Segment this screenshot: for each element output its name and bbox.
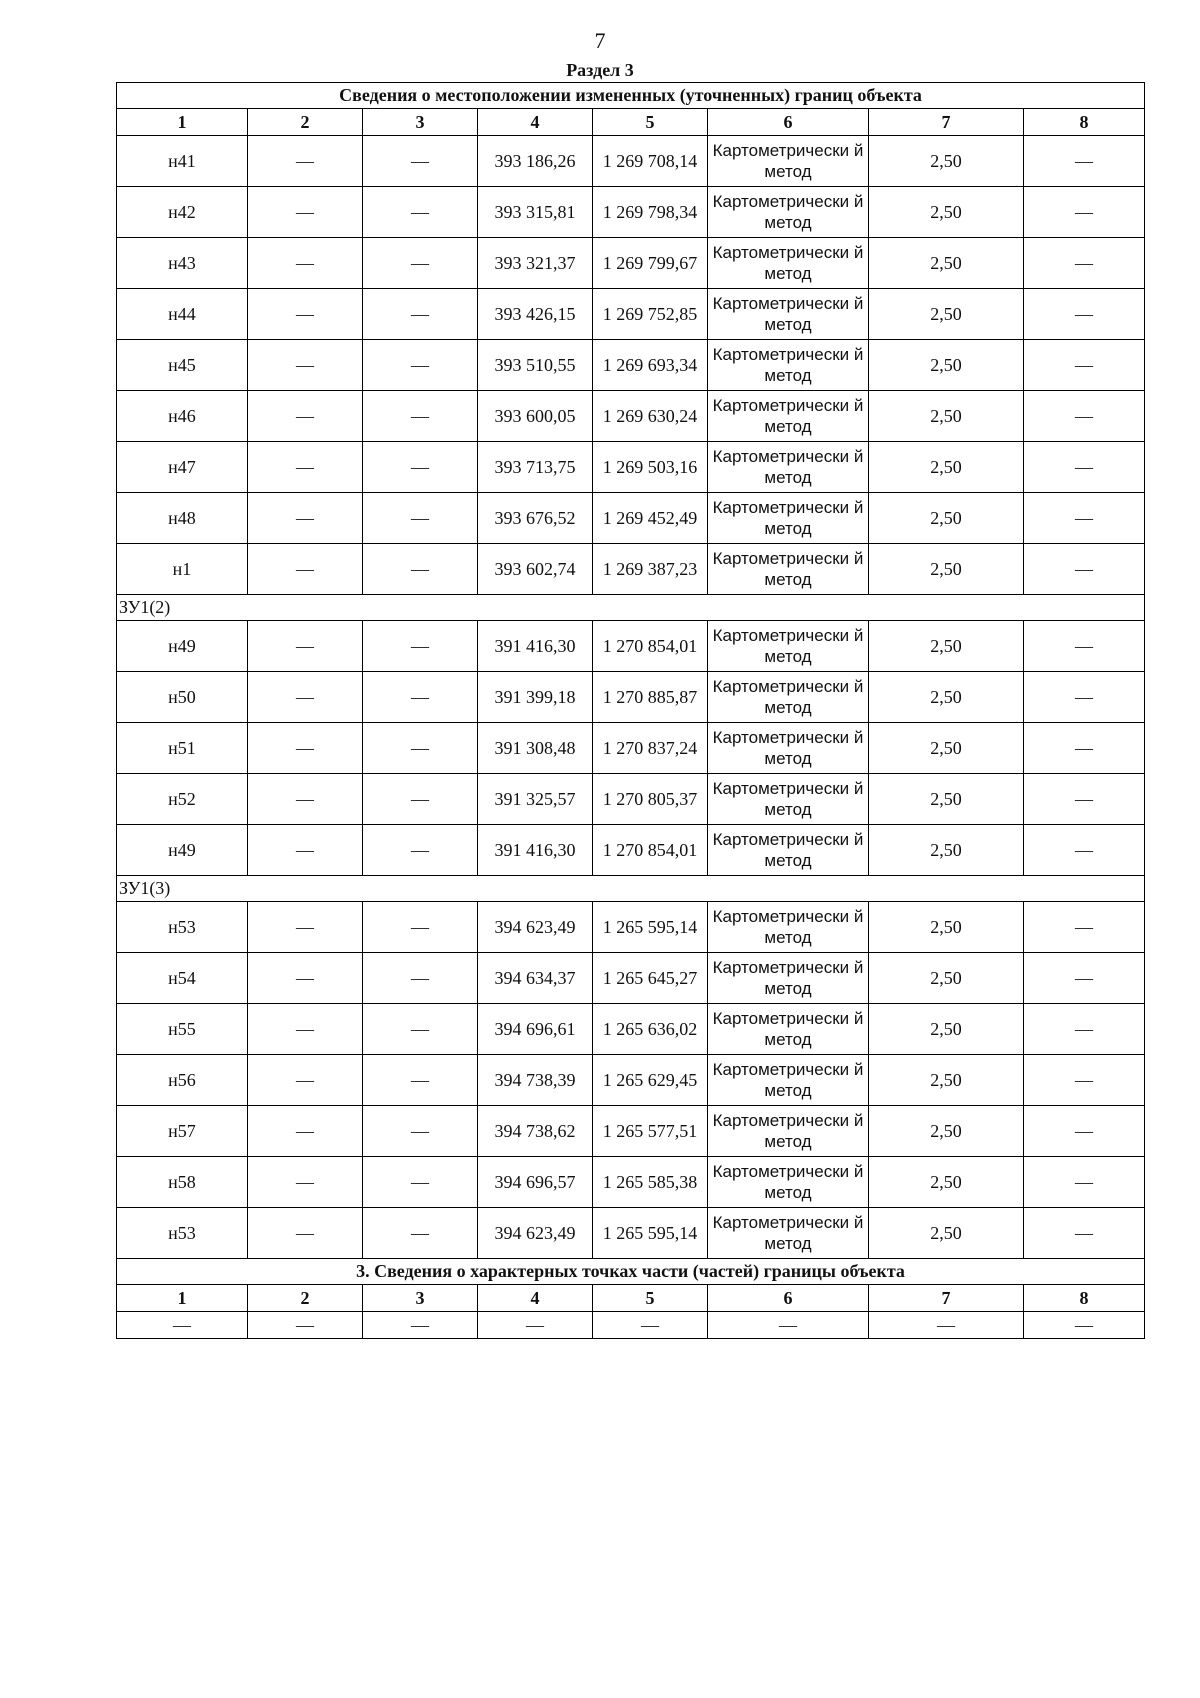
table-cell: н54 bbox=[117, 953, 248, 1004]
table-cell: н53 bbox=[117, 1208, 248, 1259]
table-cell: Картометрически й метод bbox=[708, 391, 869, 442]
table-cell: 393 426,15 bbox=[478, 289, 593, 340]
table-cell: — bbox=[248, 723, 363, 774]
table-cell: — bbox=[248, 1004, 363, 1055]
table-cell: — bbox=[1024, 1157, 1145, 1208]
table-cell: н46 bbox=[117, 391, 248, 442]
table-cell: — bbox=[1024, 289, 1145, 340]
table-cell: 1 270 854,01 bbox=[593, 825, 708, 876]
table-cell: 2,50 bbox=[869, 621, 1024, 672]
table-cell: н56 bbox=[117, 1055, 248, 1106]
column-number-cell: 6 bbox=[708, 1285, 869, 1312]
group-label: ЗУ1(3) bbox=[117, 876, 1145, 902]
table-cell: — bbox=[1024, 1055, 1145, 1106]
table-cell: — bbox=[363, 136, 478, 187]
column-number-cell: 4 bbox=[478, 1285, 593, 1312]
table-row bbox=[117, 1004, 1145, 1055]
table-cell: 2,50 bbox=[869, 774, 1024, 825]
table-cell: 2,50 bbox=[869, 1157, 1024, 1208]
table-cell: 394 738,62 bbox=[478, 1106, 593, 1157]
table-cell: Картометрически й метод bbox=[708, 340, 869, 391]
table-row bbox=[117, 289, 1145, 340]
table-row bbox=[117, 953, 1145, 1004]
table-cell: Картометрически й метод bbox=[708, 902, 869, 953]
table-row bbox=[117, 1106, 1145, 1157]
table-cell: Картометрически й метод bbox=[708, 1106, 869, 1157]
table-cell: 1 269 752,85 bbox=[593, 289, 708, 340]
table-cell: — bbox=[1024, 774, 1145, 825]
table-cell: — bbox=[1024, 672, 1145, 723]
table-cell: н49 bbox=[117, 825, 248, 876]
table-cell: 2,50 bbox=[869, 723, 1024, 774]
column-number-cell: 3 bbox=[363, 109, 478, 136]
table-cell: н55 bbox=[117, 1004, 248, 1055]
table-cell: — bbox=[363, 825, 478, 876]
parts-caption: 3. Сведения о характерных точках части (частей) границы объекта bbox=[117, 1259, 1145, 1285]
table-cell: 391 416,30 bbox=[478, 621, 593, 672]
table-cell: — bbox=[363, 493, 478, 544]
table-cell: — bbox=[248, 1157, 363, 1208]
table-cell: — bbox=[1024, 1208, 1145, 1259]
table-cell: — bbox=[1024, 493, 1145, 544]
table-row bbox=[117, 442, 1145, 493]
table-cell: — bbox=[1024, 825, 1145, 876]
table-cell: — bbox=[248, 902, 363, 953]
table-cell: 1 269 387,23 bbox=[593, 544, 708, 595]
table-cell: 1 265 636,02 bbox=[593, 1004, 708, 1055]
table-cell: — bbox=[1024, 902, 1145, 953]
table-cell: 391 308,48 bbox=[478, 723, 593, 774]
table-cell: — bbox=[363, 621, 478, 672]
table-row bbox=[117, 1157, 1145, 1208]
table-cell: 2,50 bbox=[869, 289, 1024, 340]
table-cell: — bbox=[248, 544, 363, 595]
table-cell: 2,50 bbox=[869, 136, 1024, 187]
table-row bbox=[117, 340, 1145, 391]
table-cell: 2,50 bbox=[869, 1055, 1024, 1106]
table-cell: 2,50 bbox=[869, 187, 1024, 238]
group-label-row bbox=[117, 595, 1145, 621]
table-cell: — bbox=[1024, 391, 1145, 442]
table-cell: н58 bbox=[117, 1157, 248, 1208]
table-cell: — bbox=[363, 1106, 478, 1157]
table-cell: — bbox=[363, 1208, 478, 1259]
parts-caption-row bbox=[117, 1259, 1145, 1285]
table-cell: — bbox=[248, 1106, 363, 1157]
table-cell: 1 270 854,01 bbox=[593, 621, 708, 672]
table-cell: — bbox=[1024, 1106, 1145, 1157]
table-cell: 1 265 595,14 bbox=[593, 902, 708, 953]
table-cell: — bbox=[248, 621, 363, 672]
table-cell: н52 bbox=[117, 774, 248, 825]
table-cell: 391 416,30 bbox=[478, 825, 593, 876]
table-cell: 394 623,49 bbox=[478, 1208, 593, 1259]
column-number-cell: 3 bbox=[363, 1285, 478, 1312]
column-number-cell: 7 bbox=[869, 109, 1024, 136]
table-row bbox=[117, 187, 1145, 238]
table-cell: н47 bbox=[117, 442, 248, 493]
table-row bbox=[117, 672, 1145, 723]
table-cell: н49 bbox=[117, 621, 248, 672]
table-cell: — bbox=[248, 493, 363, 544]
table-cell: — bbox=[248, 953, 363, 1004]
table-cell: 1 269 798,34 bbox=[593, 187, 708, 238]
table-cell: — bbox=[363, 953, 478, 1004]
table-cell: Картометрически й метод bbox=[708, 136, 869, 187]
table-cell: — bbox=[248, 1208, 363, 1259]
table-cell: н44 bbox=[117, 289, 248, 340]
column-number-cell: 4 bbox=[478, 109, 593, 136]
table-cell: н57 bbox=[117, 1106, 248, 1157]
table-cell: — bbox=[248, 672, 363, 723]
table-cell: — bbox=[1024, 1312, 1145, 1339]
table-cell: 1 265 595,14 bbox=[593, 1208, 708, 1259]
table-cell: 1 269 693,34 bbox=[593, 340, 708, 391]
table-cell: н42 bbox=[117, 187, 248, 238]
table-cell: 394 696,61 bbox=[478, 1004, 593, 1055]
table-row bbox=[117, 723, 1145, 774]
table-cell: Картометрически й метод bbox=[708, 442, 869, 493]
table-cell: — bbox=[363, 774, 478, 825]
table-row bbox=[117, 493, 1145, 544]
table-cell: Картометрически й метод bbox=[708, 1157, 869, 1208]
column-number-cell: 8 bbox=[1024, 1285, 1145, 1312]
table-cell: 1 269 708,14 bbox=[593, 136, 708, 187]
table-cell: 2,50 bbox=[869, 672, 1024, 723]
column-number-cell: 2 bbox=[248, 1285, 363, 1312]
table-cell: — bbox=[248, 187, 363, 238]
table-cell: Картометрически й метод bbox=[708, 238, 869, 289]
table-cell: — bbox=[363, 1004, 478, 1055]
table-cell: 394 634,37 bbox=[478, 953, 593, 1004]
table-cell: — bbox=[1024, 340, 1145, 391]
table-cell: Картометрически й метод bbox=[708, 1055, 869, 1106]
table-cell: 393 713,75 bbox=[478, 442, 593, 493]
table-cell: н45 bbox=[117, 340, 248, 391]
table-cell: — bbox=[1024, 442, 1145, 493]
table-cell: 1 269 799,67 bbox=[593, 238, 708, 289]
table-cell: — bbox=[1024, 238, 1145, 289]
table-cell: Картометрически й метод bbox=[708, 1004, 869, 1055]
table-row bbox=[117, 621, 1145, 672]
table-cell: 393 510,55 bbox=[478, 340, 593, 391]
table-cell: — bbox=[869, 1312, 1024, 1339]
table-cell: Картометрически й метод bbox=[708, 825, 869, 876]
table-cell: — bbox=[248, 774, 363, 825]
table-cell: н53 bbox=[117, 902, 248, 953]
table-cell: — bbox=[248, 289, 363, 340]
table-cell: 393 186,26 bbox=[478, 136, 593, 187]
table-cell: — bbox=[363, 723, 478, 774]
table-cell: — bbox=[117, 1312, 248, 1339]
boundary-table-body bbox=[117, 83, 1145, 1339]
table-cell: — bbox=[478, 1312, 593, 1339]
column-number-cell: 6 bbox=[708, 109, 869, 136]
table-cell: — bbox=[363, 1157, 478, 1208]
table-cell: 2,50 bbox=[869, 391, 1024, 442]
table-cell: — bbox=[248, 136, 363, 187]
table-cell: — bbox=[593, 1312, 708, 1339]
table-cell: — bbox=[248, 1055, 363, 1106]
table-cell: — bbox=[1024, 544, 1145, 595]
table-cell: Картометрически й метод bbox=[708, 672, 869, 723]
boundary-table bbox=[116, 82, 1145, 1339]
table-row bbox=[117, 1055, 1145, 1106]
table-cell: 1 270 805,37 bbox=[593, 774, 708, 825]
table-cell: 1 270 837,24 bbox=[593, 723, 708, 774]
table-cell: 394 623,49 bbox=[478, 902, 593, 953]
table-cell: — bbox=[708, 1312, 869, 1339]
table-cell: 1 265 585,38 bbox=[593, 1157, 708, 1208]
table-cell: — bbox=[363, 391, 478, 442]
table-row bbox=[117, 774, 1145, 825]
table-cell: 393 602,74 bbox=[478, 544, 593, 595]
table-cell: — bbox=[363, 442, 478, 493]
table-cell: — bbox=[1024, 953, 1145, 1004]
table-cell: — bbox=[1024, 136, 1145, 187]
table-row bbox=[117, 136, 1145, 187]
table-cell: 1 265 645,27 bbox=[593, 953, 708, 1004]
table-cell: — bbox=[363, 544, 478, 595]
table-row bbox=[117, 825, 1145, 876]
table-cell: н41 bbox=[117, 136, 248, 187]
column-number-cell: 8 bbox=[1024, 109, 1145, 136]
table-cell: 1 269 630,24 bbox=[593, 391, 708, 442]
group-label-row bbox=[117, 876, 1145, 902]
table-cell: 1 265 577,51 bbox=[593, 1106, 708, 1157]
table-cell: 2,50 bbox=[869, 1208, 1024, 1259]
table-cell: 2,50 bbox=[869, 1106, 1024, 1157]
table-cell: Картометрически й метод bbox=[708, 544, 869, 595]
table-cell: 2,50 bbox=[869, 238, 1024, 289]
table-caption: Сведения о местоположении измененных (уточненных) границ объекта bbox=[117, 83, 1145, 109]
column-number-cell: 1 bbox=[117, 109, 248, 136]
table-cell: 1 269 503,16 bbox=[593, 442, 708, 493]
column-number-cell: 5 bbox=[593, 109, 708, 136]
table-cell: 2,50 bbox=[869, 953, 1024, 1004]
column-number-cell: 5 bbox=[593, 1285, 708, 1312]
table-cell: Картометрически й метод bbox=[708, 1208, 869, 1259]
table-cell: 2,50 bbox=[869, 902, 1024, 953]
table-cell: 2,50 bbox=[869, 340, 1024, 391]
table-caption-row bbox=[117, 83, 1145, 109]
table-row bbox=[117, 238, 1145, 289]
table-cell: Картометрически й метод bbox=[708, 953, 869, 1004]
table-cell: 2,50 bbox=[869, 544, 1024, 595]
column-number-cell: 2 bbox=[248, 109, 363, 136]
table-cell: — bbox=[363, 672, 478, 723]
table-cell: н50 bbox=[117, 672, 248, 723]
table-cell: — bbox=[1024, 621, 1145, 672]
table-cell: — bbox=[248, 825, 363, 876]
table-cell: — bbox=[1024, 1004, 1145, 1055]
table-cell: Картометрически й метод bbox=[708, 723, 869, 774]
table-cell: 2,50 bbox=[869, 493, 1024, 544]
table-cell: — bbox=[1024, 187, 1145, 238]
table-cell: — bbox=[363, 340, 478, 391]
column-number-cell: 7 bbox=[869, 1285, 1024, 1312]
table-cell: — bbox=[248, 238, 363, 289]
table-row bbox=[117, 1208, 1145, 1259]
table-cell: 391 325,57 bbox=[478, 774, 593, 825]
table-cell: — bbox=[1024, 723, 1145, 774]
table-cell: — bbox=[363, 238, 478, 289]
table-cell: 394 696,57 bbox=[478, 1157, 593, 1208]
table-cell: 393 600,05 bbox=[478, 391, 593, 442]
table-cell: Картометрически й метод bbox=[708, 774, 869, 825]
table-cell: н51 bbox=[117, 723, 248, 774]
table-cell: — bbox=[363, 902, 478, 953]
table-cell: 1 270 885,87 bbox=[593, 672, 708, 723]
section-title: Раздел 3 bbox=[566, 60, 634, 80]
table-cell: 393 676,52 bbox=[478, 493, 593, 544]
table-cell: — bbox=[248, 442, 363, 493]
table-cell: Картометрически й метод bbox=[708, 289, 869, 340]
parts-column-number-row bbox=[117, 1285, 1145, 1312]
group-label: ЗУ1(2) bbox=[117, 595, 1145, 621]
table-cell: 1 269 452,49 bbox=[593, 493, 708, 544]
table-cell: 2,50 bbox=[869, 442, 1024, 493]
table-cell: Картометрически й метод bbox=[708, 187, 869, 238]
table-cell: 393 321,37 bbox=[478, 238, 593, 289]
table-cell: 1 265 629,45 bbox=[593, 1055, 708, 1106]
table-cell: н48 bbox=[117, 493, 248, 544]
table-cell: — bbox=[363, 289, 478, 340]
column-number-cell: 1 bbox=[117, 1285, 248, 1312]
table-row bbox=[117, 902, 1145, 953]
table-cell: — bbox=[248, 1312, 363, 1339]
table-cell: — bbox=[248, 340, 363, 391]
parts-empty-row bbox=[117, 1312, 1145, 1339]
table-row bbox=[117, 391, 1145, 442]
table-cell: Картометрически й метод bbox=[708, 493, 869, 544]
column-number-row bbox=[117, 109, 1145, 136]
table-cell: — bbox=[363, 1055, 478, 1106]
table-cell: 393 315,81 bbox=[478, 187, 593, 238]
table-cell: 2,50 bbox=[869, 1004, 1024, 1055]
table-cell: Картометрически й метод bbox=[708, 621, 869, 672]
table-cell: н43 bbox=[117, 238, 248, 289]
table-cell: 394 738,39 bbox=[478, 1055, 593, 1106]
page-number: 7 bbox=[594, 28, 606, 53]
table-cell: 391 399,18 bbox=[478, 672, 593, 723]
table-cell: — bbox=[248, 391, 363, 442]
table-cell: 2,50 bbox=[869, 825, 1024, 876]
table-row bbox=[117, 544, 1145, 595]
table-cell: — bbox=[363, 1312, 478, 1339]
table-cell: — bbox=[363, 187, 478, 238]
table-cell: н1 bbox=[117, 544, 248, 595]
